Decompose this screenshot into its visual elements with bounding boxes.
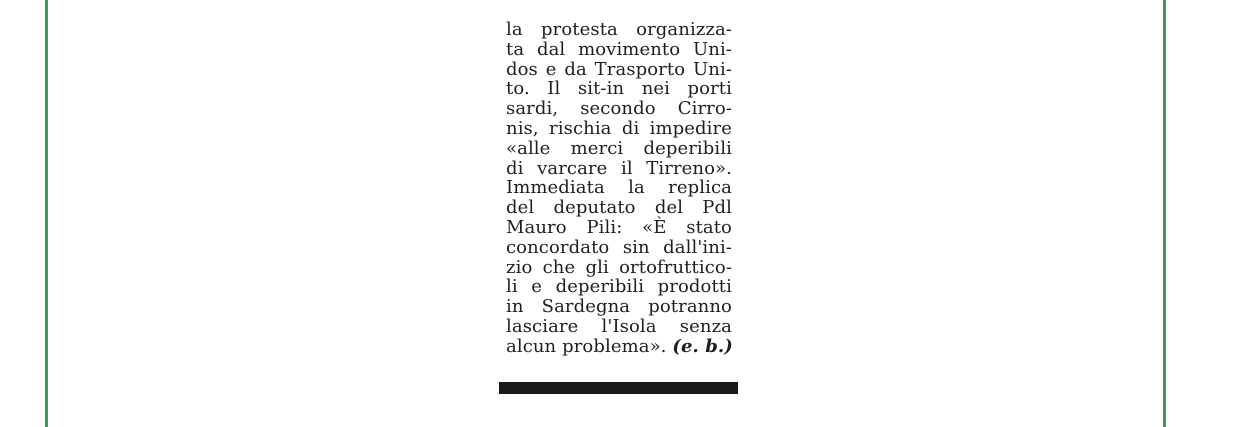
article-end-rule — [499, 382, 738, 394]
right-frame-border — [1163, 0, 1166, 427]
article-line: di varcare il Tirreno». — [506, 157, 732, 179]
article-line: in Sardegna potranno — [506, 296, 732, 318]
article-line: to. Il sit-in nei porti — [506, 78, 732, 100]
article-line: zio che gli ortofruttico- — [506, 256, 732, 278]
article-line: nis, rischia di impedire — [506, 118, 732, 139]
article-line: li e deperibili prodotti — [506, 276, 732, 298]
article-line: Immediata la replica — [506, 177, 732, 199]
article-closing-line — [506, 337, 732, 357]
article-line: la protesta organizza- — [506, 19, 732, 40]
article-line: del deputato del Pdl — [506, 197, 732, 219]
article-line: concordato sin dall'ini- — [506, 236, 732, 258]
article-line: Mauro Pili: «È stato — [506, 217, 732, 238]
article-line: lasciare l'Isola senza — [506, 316, 732, 337]
cropped-top-line — [506, 0, 732, 18]
author-signature: (e. b.) — [672, 335, 733, 357]
closing-text: alcun problema». — [506, 335, 667, 357]
article-line: dos e da Trasporto Uni- — [506, 58, 732, 80]
article-line: «alle merci deperibili — [506, 137, 732, 159]
article-line: ta dal movimento Uni- — [506, 38, 732, 60]
left-frame-border — [45, 0, 48, 427]
article-line: sardi, secondo Cirro- — [506, 98, 732, 120]
